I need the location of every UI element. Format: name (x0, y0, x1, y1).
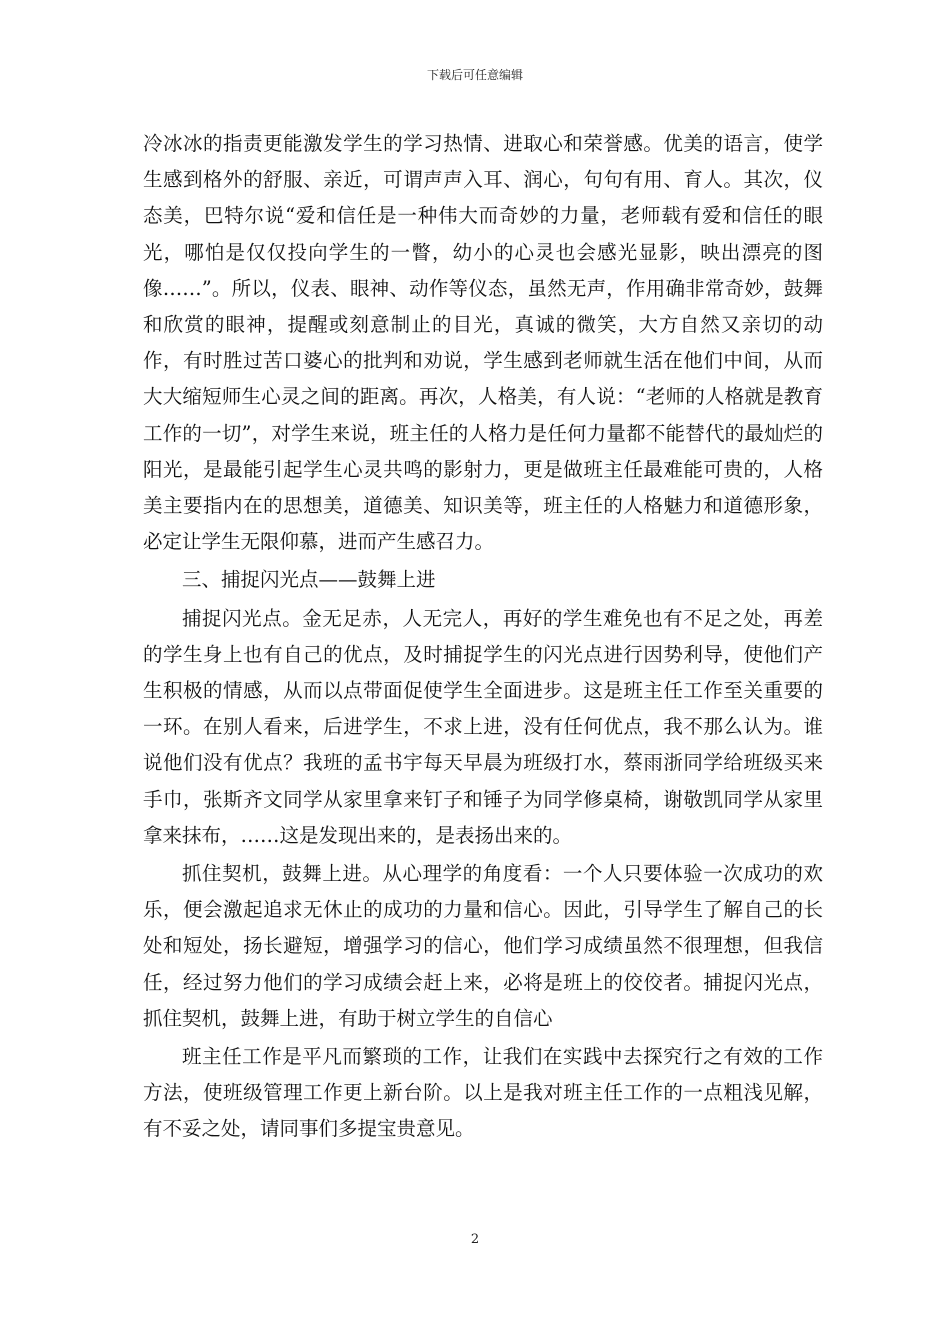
page-header: 下载后可任意编辑 (426, 68, 523, 82)
section-heading-3: 三、捕捉闪光点——鼓舞上进 (182, 568, 436, 592)
page-number: 2 (470, 1232, 480, 1247)
paragraph-capture-highlights: 捕捉闪光点。金无足赤，人无完人，再好的学生难免也有不足之处，再差的学生身上也有自己的优点，及时捕捉学生的闪光点进行因势利导，使他们产生积极的情感，从而以点带面促使学生全面进步。这是班主任工作至关重要的一环。在别人看来，后进学生，不求上进，没有任何优点，我不那么认为。谁说他们没有优点？我班的孟书宇每天早晨为班级打水，蔡雨浙同学给班级买来手巾，张斯齐文同学从家里拿来钉子和锤子为同学修桌椅，谢敬凯同学从家里拿来抹布，……这是发现出来的，是表扬出来的。 (143, 606, 823, 847)
paragraph-etiquette-beauty: 冷冰冰的指责更能激发学生的学习热情、进取心和荣誉感。优美的语言，使学生感到格外的舒服、亲近，可谓声声入耳、润心，句句有用、育人。其次，仪态美，巴特尔说“爱和信任是一种伟大而奇妙的力量，老师载有爱和信任的眼光，哪怕是仅仅投向学生的一瞥，幼小的心灵也会感光显影，映出漂亮的图像……”。所以，仪表、眼神、动作等仪态，虽然无声，作用确非常奇妙，鼓舞和欣赏的眼神，提醒或刻意制止的目光，真诚的微笑，大方自然又亲切的动作，有时胜过苦口婆心的批判和劝说，学生感到老师就生活在他们中间，从而大大缩短师生心灵之间的距离。再次，人格美，有人说：“老师的人格就是教育工作的一切”，对学生来说，班主任的人格力是任何力量都不能替代的最灿烂的阳光，是最能引起学生心灵共鸣的影射力，更是做班主任最难能可贵的，人格美主要指内在的思想美，道德美、知识美等，班主任的人格魅力和道德形象，必定让学生无限仰慕，进而产生感召力。 (143, 132, 823, 554)
paragraph-conclusion: 班主任工作是平凡而繁琐的工作，让我们在实践中去探究行之有效的工作方法，使班级管理工作更上新台阶。以上是我对班主任工作的一点粗浅见解，有不妥之处，请同事们多提宝贵意见。 (143, 1045, 823, 1141)
paragraph-seize-opportunity: 抓住契机，鼓舞上进。从心理学的角度看：一个人只要体验一次成功的欢乐，便会激起追求无休止的成功的力量和信心。因此，引导学生了解自己的长处和短处，扬长避短，增强学习的信心，他们学习成绩虽然不很理想，但我信任，经过努力他们的学习成绩会赶上来，必将是班上的佼佼者。捕捉闪光点，抓住契机，鼓舞上进，有助于树立学生的自信心 (143, 862, 823, 1030)
document-body (143, 126, 823, 1148)
